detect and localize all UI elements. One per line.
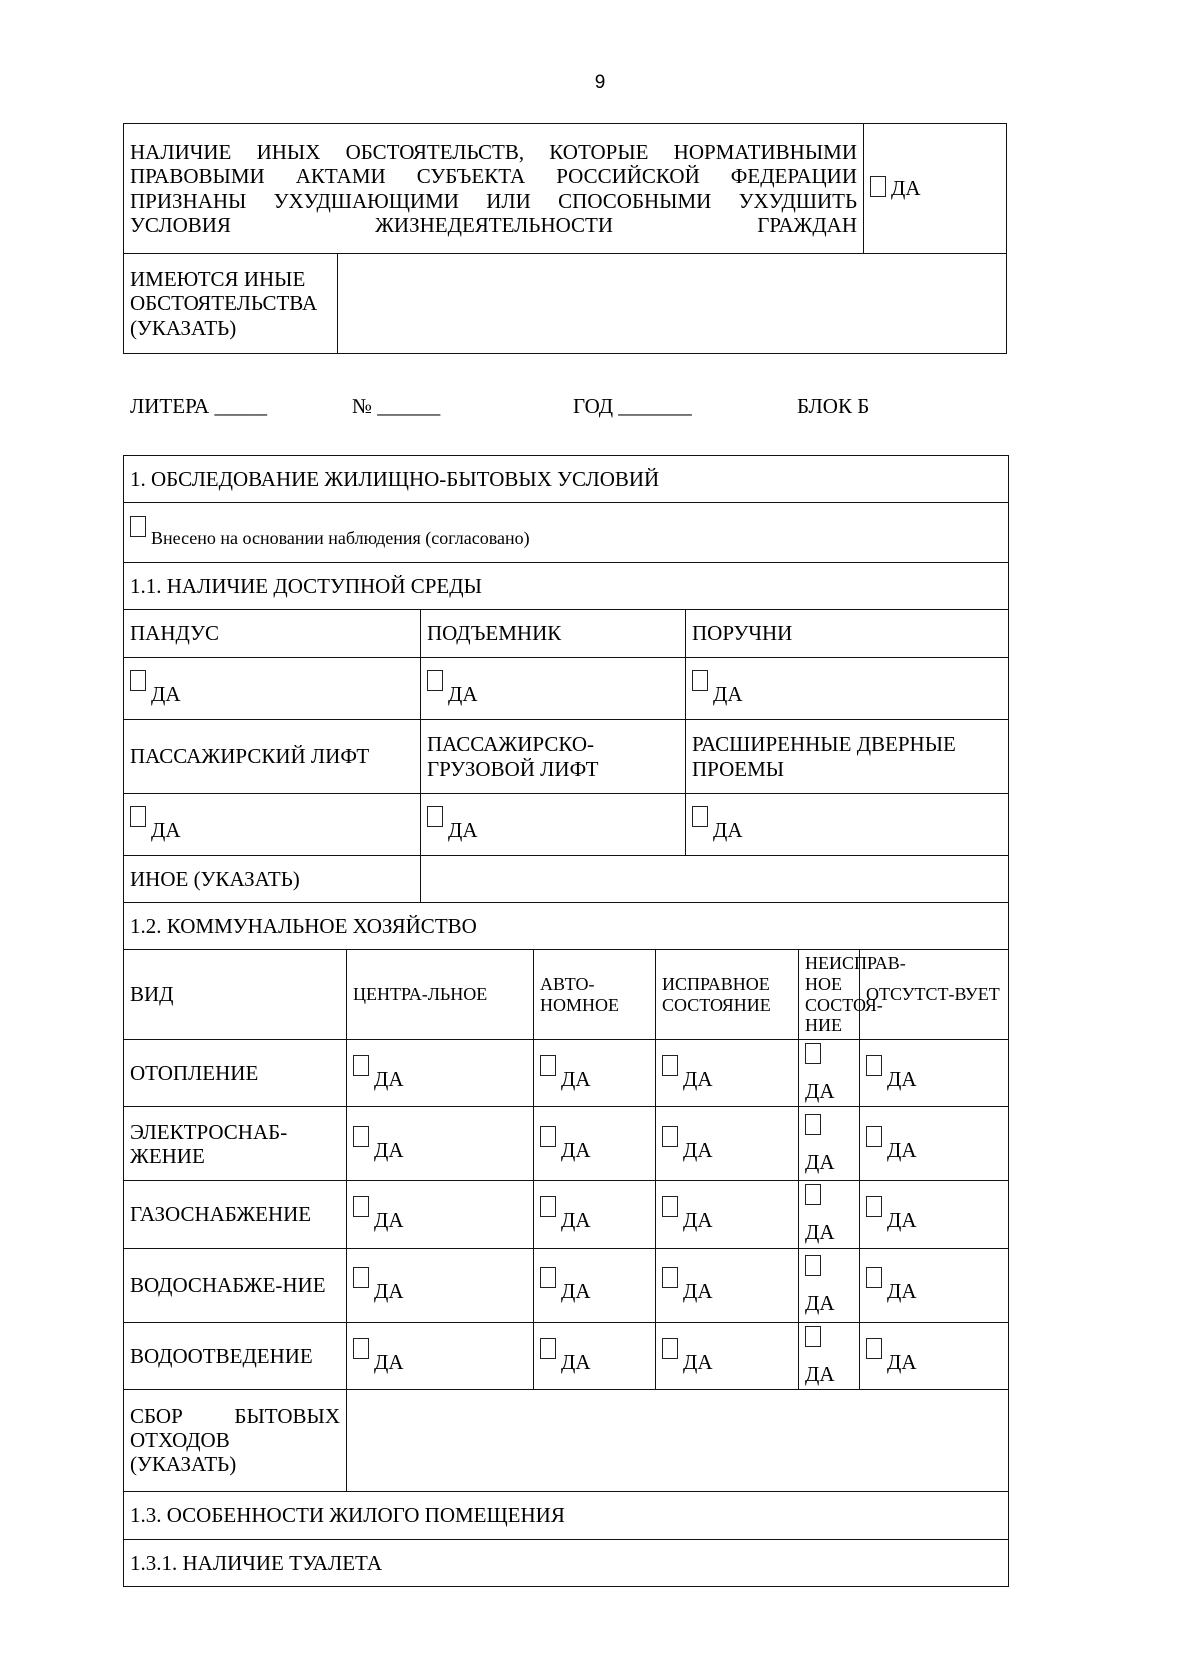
utility-row-label: ВОДООТВЕДЕНИЕ — [124, 1322, 347, 1389]
circumstances-text: НАЛИЧИЕ ИНЫХ ОБСТОЯТЕЛЬСТВ, КОТОРЫЕ НОРМАТИВНЫМИ ПРАВОВЫМИ АКТАМИ СУБЪЕКТА РОССИЙСКОЙ ФЕДЕРАЦИИ ПРИЗНАНЫ УХУДШАЮЩИМИ ИЛИ СПОСОБНЫМИ УХУДШИТЬ УСЛОВИЯ ЖИЗНЕДЕЯТЕЛЬНОСТИ ГРАЖДАН — [124, 124, 864, 254]
checkbox[interactable] — [662, 1126, 678, 1147]
yes-label: ДА — [713, 682, 743, 707]
yes-label: ДА — [374, 1067, 404, 1092]
checkbox[interactable] — [692, 806, 708, 827]
yes-label: ДА — [374, 1208, 404, 1233]
yes-label: ДА — [887, 1208, 917, 1233]
yes-label: ДА — [374, 1137, 404, 1162]
item-passenger-elevator: ПАССАЖИРСКИЙ ЛИФТ — [124, 720, 421, 794]
yes-label: ДА — [448, 682, 478, 707]
accessible-other-label: ИНОЕ (УКАЗАТЬ) — [124, 856, 421, 903]
yes-label: ДА — [151, 682, 181, 707]
utility-row-label: ОТОПЛЕНИЕ — [124, 1040, 347, 1107]
item-cargo-elevator: ПАССАЖИРСКО-ГРУЗОВОЙ ЛИФТ — [421, 720, 686, 794]
yes-label: ДА — [561, 1278, 591, 1303]
wide-doors-option[interactable] — [686, 794, 1009, 856]
col-absent: ОТСУТСТ-ВУЕТ — [860, 950, 1009, 1040]
col-working: ИСПРАВНОЕ СОСТОЯНИЕ — [656, 950, 799, 1040]
utility-row-label: ВОДОСНАБЖЕ-НИЕ — [124, 1248, 347, 1322]
autonomous-option[interactable] — [534, 1248, 656, 1322]
checkbox[interactable] — [540, 1126, 556, 1147]
working-option[interactable] — [656, 1181, 799, 1248]
checkbox[interactable] — [662, 1338, 678, 1359]
yes-label: ДА — [887, 1349, 917, 1374]
checkbox[interactable] — [662, 1055, 678, 1076]
checkbox[interactable] — [353, 1338, 369, 1359]
accessible-other-field[interactable] — [421, 856, 1009, 903]
yes-label: ДА — [151, 818, 181, 843]
yes-label: ДА — [891, 176, 921, 201]
broken-option[interactable] — [799, 1040, 860, 1107]
block-label: БЛОК Б — [797, 394, 870, 418]
checkbox[interactable] — [662, 1267, 678, 1288]
absent-option[interactable] — [860, 1040, 1009, 1107]
survey-table — [123, 455, 1009, 1587]
yes-label: ДА — [374, 1349, 404, 1374]
central-option[interactable] — [347, 1248, 534, 1322]
absent-option[interactable] — [860, 1322, 1009, 1389]
autonomous-option[interactable] — [534, 1040, 656, 1107]
other-circumstances-table — [123, 253, 1007, 354]
yes-label: ДА — [805, 1291, 835, 1316]
lift-option[interactable] — [421, 658, 686, 720]
yes-label: ДА — [805, 1220, 835, 1245]
checkbox[interactable] — [870, 176, 886, 197]
ramp-option[interactable] — [124, 658, 421, 720]
waste-label: СБОР БЫТОВЫХ ОТХОДОВ (УКАЗАТЬ) — [124, 1389, 347, 1491]
circumstances-table — [123, 123, 1007, 254]
number-field[interactable]: № ______ — [352, 394, 441, 418]
col-type: ВИД — [124, 950, 347, 1040]
handrails-option[interactable] — [686, 658, 1009, 720]
working-option[interactable] — [656, 1040, 799, 1107]
autonomous-option[interactable] — [534, 1181, 656, 1248]
checkbox[interactable] — [353, 1267, 369, 1288]
item-ramp: ПАНДУС — [124, 610, 421, 658]
absent-option[interactable] — [860, 1181, 1009, 1248]
yes-label: ДА — [887, 1137, 917, 1162]
checkbox[interactable] — [540, 1267, 556, 1288]
working-option[interactable] — [656, 1107, 799, 1181]
utilities-title: 1.2. КОММУНАЛЬНОЕ ХОЗЯЙСТВО — [124, 903, 1009, 950]
yes-label: ДА — [805, 1079, 835, 1104]
broken-option[interactable] — [799, 1322, 860, 1389]
checkbox[interactable] — [805, 1184, 821, 1205]
checkbox[interactable] — [130, 806, 146, 827]
observation-row[interactable] — [124, 503, 1009, 563]
circumstances-option[interactable] — [864, 124, 1007, 254]
housing-title: 1.3. ОСОБЕННОСТИ ЖИЛОГО ПОМЕЩЕНИЯ — [124, 1491, 1009, 1539]
checkbox[interactable] — [866, 1196, 882, 1217]
checkbox[interactable] — [866, 1267, 882, 1288]
litera-field[interactable]: ЛИТЕРА _____ — [130, 394, 267, 418]
checkbox[interactable] — [805, 1043, 821, 1064]
yes-label: ДА — [374, 1278, 404, 1303]
checkbox[interactable] — [353, 1055, 369, 1076]
working-option[interactable] — [656, 1248, 799, 1322]
item-handrails: ПОРУЧНИ — [686, 610, 1009, 658]
observation-note: Внесено на основании наблюдения (согласовано) — [151, 527, 530, 548]
utility-row-label: ГАЗОСНАБЖЕНИЕ — [124, 1181, 347, 1248]
waste-field[interactable] — [347, 1389, 1009, 1491]
yes-label: ДА — [713, 818, 743, 843]
yes-label: ДА — [805, 1149, 835, 1174]
checkbox[interactable] — [805, 1114, 821, 1135]
central-option[interactable] — [347, 1322, 534, 1389]
accessible-title: 1.1. НАЛИЧИЕ ДОСТУПНОЙ СРЕДЫ — [124, 563, 1009, 610]
checkbox[interactable] — [540, 1338, 556, 1359]
checkbox[interactable] — [805, 1326, 821, 1347]
yes-label: ДА — [561, 1208, 591, 1233]
item-wide-doors: РАСШИРЕННЫЕ ДВЕРНЫЕ ПРОЕМЫ — [686, 720, 1009, 794]
checkbox[interactable] — [130, 516, 146, 537]
checkbox[interactable] — [427, 806, 443, 827]
passenger-elevator-option[interactable] — [124, 794, 421, 856]
yes-label: ДА — [683, 1067, 713, 1092]
yes-label: ДА — [683, 1137, 713, 1162]
checkbox[interactable] — [540, 1196, 556, 1217]
checkbox[interactable] — [662, 1196, 678, 1217]
yes-label: ДА — [887, 1067, 917, 1092]
page-number: 9 — [594, 72, 606, 93]
central-option[interactable] — [347, 1040, 534, 1107]
yes-label: ДА — [805, 1361, 835, 1386]
yes-label: ДА — [683, 1278, 713, 1303]
yes-label: ДА — [561, 1067, 591, 1092]
broken-option[interactable] — [799, 1248, 860, 1322]
checkbox[interactable] — [866, 1338, 882, 1359]
col-autonomous: АВТО-НОМНОЕ — [534, 950, 656, 1040]
yes-label: ДА — [561, 1137, 591, 1162]
cargo-elevator-option[interactable] — [421, 794, 686, 856]
broken-option[interactable] — [799, 1181, 860, 1248]
absent-option[interactable] — [860, 1248, 1009, 1322]
central-option[interactable] — [347, 1107, 534, 1181]
checkbox[interactable] — [353, 1126, 369, 1147]
central-option[interactable] — [347, 1181, 534, 1248]
checkbox[interactable] — [866, 1126, 882, 1147]
checkbox[interactable] — [866, 1055, 882, 1076]
yes-label: ДА — [887, 1278, 917, 1303]
checkbox[interactable] — [353, 1196, 369, 1217]
autonomous-option[interactable] — [534, 1322, 656, 1389]
col-broken: НЕИСПРАВ-НОЕ СОСТОЯ-НИЕ — [799, 950, 860, 1040]
toilet-title: 1.3.1. НАЛИЧИЕ ТУАЛЕТА — [124, 1539, 1009, 1586]
year-field[interactable]: ГОД _______ — [573, 394, 692, 418]
working-option[interactable] — [656, 1322, 799, 1389]
checkbox[interactable] — [427, 670, 443, 691]
item-lift: ПОДЪЕМНИК — [421, 610, 686, 658]
yes-label: ДА — [448, 818, 478, 843]
broken-option[interactable] — [799, 1107, 860, 1181]
checkbox[interactable] — [540, 1055, 556, 1076]
other-circumstances-field[interactable] — [338, 254, 1007, 354]
yes-label: ДА — [683, 1349, 713, 1374]
yes-label: ДА — [683, 1208, 713, 1233]
checkbox[interactable] — [130, 670, 146, 691]
other-circumstances-label: ИМЕЮТСЯ ИНЫЕ ОБСТОЯТЕЛЬСТВА (УКАЗАТЬ) — [124, 254, 338, 354]
utility-row-label: ЭЛЕКТРОСНАБ-ЖЕНИЕ — [124, 1107, 347, 1181]
yes-label: ДА — [561, 1349, 591, 1374]
checkbox[interactable] — [692, 670, 708, 691]
col-central: ЦЕНТРА-ЛЬНОЕ — [347, 950, 534, 1040]
survey-title: 1. ОБСЛЕДОВАНИЕ ЖИЛИЩНО-БЫТОВЫХ УСЛОВИЙ — [124, 456, 1009, 503]
autonomous-option[interactable] — [534, 1107, 656, 1181]
absent-option[interactable] — [860, 1107, 1009, 1181]
checkbox[interactable] — [805, 1255, 821, 1276]
